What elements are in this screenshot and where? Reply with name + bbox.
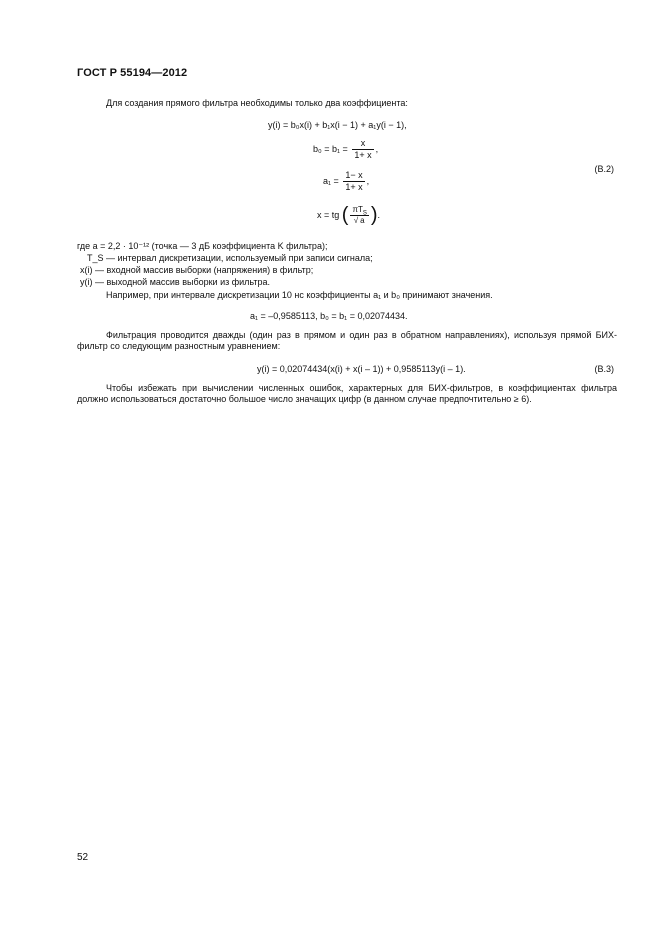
document-header: ГОСТ Р 55194—2012 <box>77 67 188 79</box>
equation-b3: y(i) = 0,02074434(x(i) + x(i – 1)) + 0,9585113y(i – 1). <box>257 364 466 374</box>
a-fraction-denominator: 1+ x <box>345 182 363 193</box>
equation-x-definition: x = tg ( $\frac{\pi T_S}{√ a}$ ). <box>317 204 381 226</box>
equation-label-b3: (В.3) <box>594 364 614 374</box>
intro-paragraph: Для создания прямого фильтра необходимы только два коэффициента: <box>106 98 408 108</box>
equation-filter: y(i) = b₀x(i) + b₁x(i − 1) + a₁y(i − 1), <box>268 120 407 130</box>
definition-x: x(i) — входной массив выборки (напряжения) в фильтр; <box>80 265 314 275</box>
definition-a: где a = 2,2 · 10⁻¹² (точка — 3 дБ коэффициента K фильтра); <box>77 241 328 251</box>
b-fraction-denominator: 1+ x <box>354 150 372 161</box>
example-values: a₁ = –0,9585113, b₀ = b₁ = 0,02074434. <box>250 311 408 321</box>
a-fraction <box>343 170 364 194</box>
b-fraction-numerator: x <box>352 138 373 150</box>
x-inner-fraction: $\frac{\pi T_S}{√ a}$ <box>352 205 367 225</box>
equation-a-coefficient: a₁ = $\frac{1- x}{1+ x}$ , <box>323 170 370 193</box>
b-eq-lhs: b₀ = b₁ = <box>313 144 348 155</box>
definition-ts: T_S — интервал дискретизации, используемый при записи сигнала; <box>87 253 373 263</box>
closing-paragraph: Чтобы избежать при вычислении численных ошибок, характерных для БИХ-фильтров, в коэффициентах фильтра должно использоваться достаточно большое число значащих цифр (в данном случае предпочтительно ≥ 6). <box>77 383 617 405</box>
filter-paragraph: Фильтрация проводится дважды (один раз в прямом и один раз в обратном направлениях), используя прямой БИХ-фильтр со следующим разностным уравнением: <box>77 330 617 352</box>
x-inner-numerator: πT <box>352 205 363 214</box>
equation-label-b2: (В.2) <box>594 164 614 174</box>
definition-y: y(i) — выходной массив выборки из фильтра. <box>80 277 271 287</box>
equation-b-coefficients: b₀ = b₁ = $\frac{x}{1+ x}$ , <box>313 138 379 161</box>
example-text: Например, при интервале дискретизации 10 нс коэффициенты a₁ и b₀ принимают значения. <box>106 290 493 300</box>
x-eq-lhs: x = tg <box>317 209 340 220</box>
x-inner-denominator: a <box>360 216 365 225</box>
a-fraction-numerator: 1− x <box>343 170 364 182</box>
a-eq-lhs: a₁ = <box>323 176 339 187</box>
b-fraction <box>352 138 373 162</box>
page-number: 52 <box>77 852 89 863</box>
x-inner-subscript: S <box>362 210 367 217</box>
